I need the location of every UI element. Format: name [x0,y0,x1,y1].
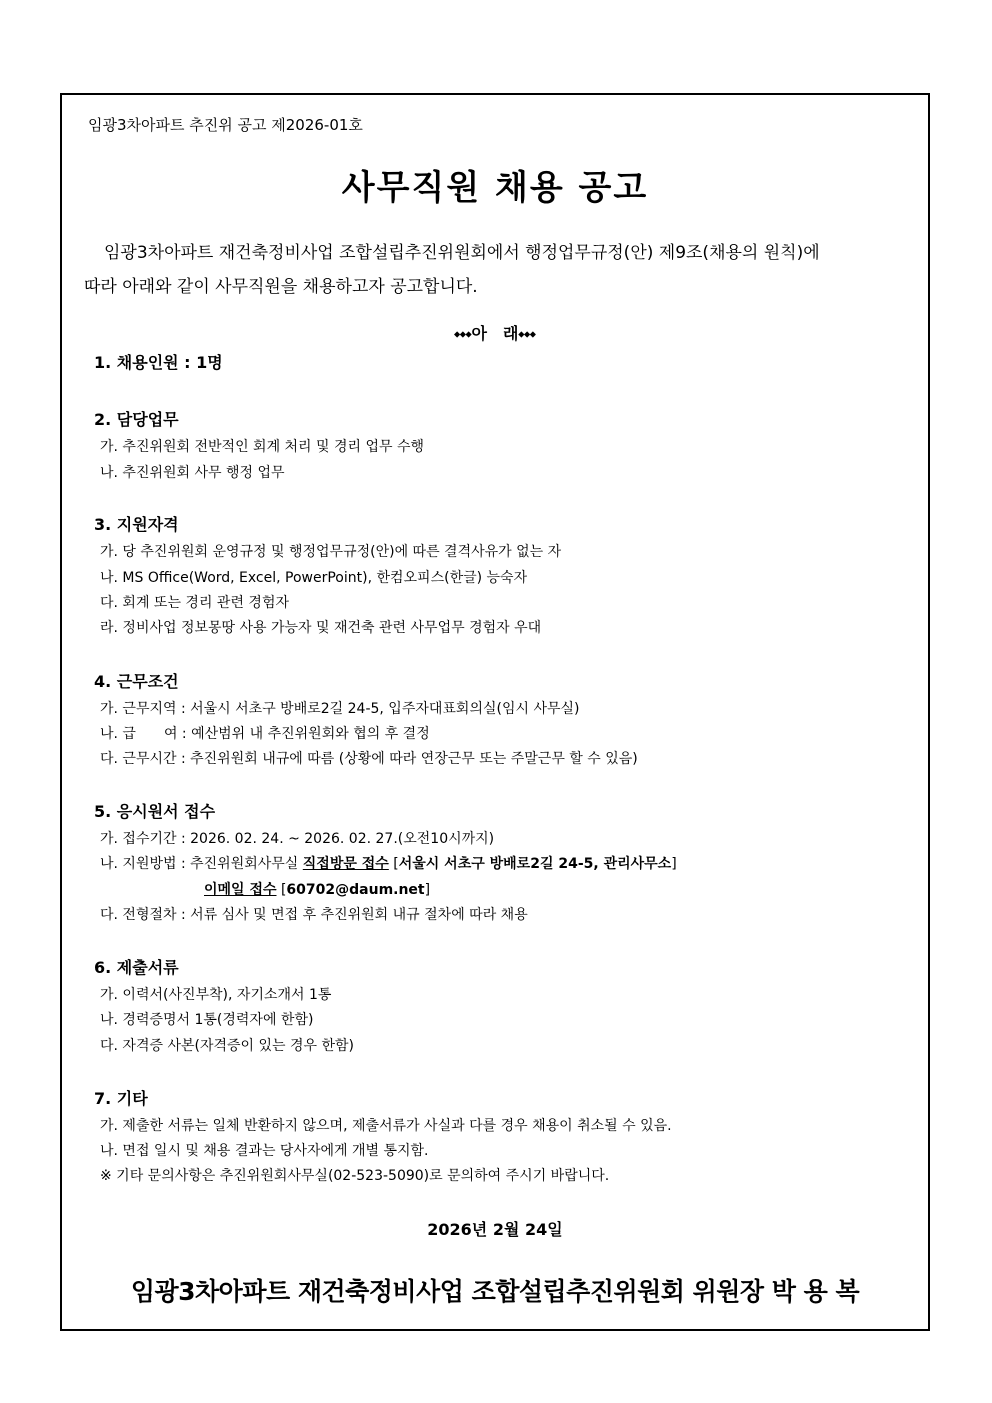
below-heading: ⬩⬩⬩아 래⬩⬩⬩ [454,324,536,343]
method-email-addr-open: [ [276,882,287,898]
section-2-title: 2. 담당업무 [94,410,179,429]
application-method-email [204,879,430,901]
application-period: 가. 접수기간 : 2026. 02. 24. ~ 2026. 02. 27.(오전10시까지) [100,831,495,847]
page-title: 사무직원 채용 공고 [341,168,649,208]
method-visit-address: 서울시 서초구 방배로2길 24-5, 관리사무소 [398,856,672,872]
method-prefix: 나. 지원방법 : 추진위원회사무실 [100,856,303,872]
section-4-item: 다. 근무시간 : 추진위원회 내규에 따름 (상황에 따라 연장근무 또는 주말근무 할 수 있음) [100,751,638,767]
application-method [100,853,677,875]
section-6-item: 나. 경력증명서 1통(경력자에 한함) [100,1012,314,1028]
section-4-item: 가. 근무지역 : 서울시 서초구 방배로2길 24-5, 입주자대표회의실(임시 사무실) [100,701,580,717]
section-3-item: 나. MS Office(Word, Excel, PowerPoint), 한컴오피스(한글) 능숙자 [100,570,528,586]
signature: 임광3차아파트 재건축정비사업 조합설립추진위원회 위원장 박 용 복 [130,1277,860,1306]
method-visit: 직접방문 접수 [302,856,389,872]
section-3-item: 다. 회계 또는 경리 관련 경험자 [100,595,289,611]
section-6-title: 6. 제출서류 [94,958,179,977]
section-4-title: 4. 근무조건 [94,672,179,691]
section-6-item: 가. 이력서(사진부착), 자기소개서 1통 [100,987,332,1003]
section-2-item: 가. 추진위원회 전반적인 회계 처리 및 경리 업무 수행 [100,439,425,455]
section-7-item: 가. 제출한 서류는 일체 반환하지 않으며, 제출서류가 사실과 다를 경우 채용이 취소될 수 있음. [100,1118,672,1134]
section-3-title: 3. 지원자격 [94,515,179,534]
email-address: 60702@daum.net [286,882,425,898]
selection-process: 다. 전형절차 : 서류 심사 및 면접 후 추진위원회 내규 절차에 따라 채용 [100,907,528,923]
method-visit-addr-open: [ [388,856,399,872]
method-email-addr-close: ] [424,882,431,898]
intro-line-1: 임광3차아파트 재건축정비사업 조합설립추진위원회에서 행정업무규정(안) 제9조(채용의 원칙)에 [104,243,820,263]
method-visit-addr-close: ] [671,856,677,872]
section-4-item: 나. 급 여 : 예산범위 내 추진위원회와 협의 후 결정 [100,726,430,742]
announcement-date: 2026년 2월 24일 [427,1220,563,1239]
section-7-item: 나. 면접 일시 및 채용 결과는 당사자에게 개별 통지함. [100,1143,429,1159]
section-7-title: 7. 기타 [94,1089,148,1108]
section-2-item: 나. 추진위원회 사무 행정 업무 [100,465,285,481]
section-7-note: ※ 기타 문의사항은 추진위원회사무실(02-523-5090)로 문의하여 주시기 바랍니다. [100,1168,610,1184]
notice-number: 임광3차아파트 추진위 공고 제2026-01호 [88,116,363,134]
intro-paragraph [84,236,910,304]
section-3-item: 라. 정비사업 정보몽땅 사용 가능자 및 재건축 관련 사무업무 경험자 우대 [100,620,542,636]
section-5-title: 5. 응시원서 접수 [94,802,216,821]
section-1-title: 1. 채용인원 : 1명 [94,353,223,372]
method-email: 이메일 접수 [204,882,277,898]
section-6-item: 다. 자격증 사본(자격증이 있는 경우 한함) [100,1038,355,1054]
section-3-item: 가. 당 추진위원회 운영규정 및 행정업무규정(안)에 따른 결격사유가 없는 자 [100,544,562,560]
intro-line-2: 따라 아래와 같이 사무직원을 채용하고자 공고합니다. [84,277,478,297]
